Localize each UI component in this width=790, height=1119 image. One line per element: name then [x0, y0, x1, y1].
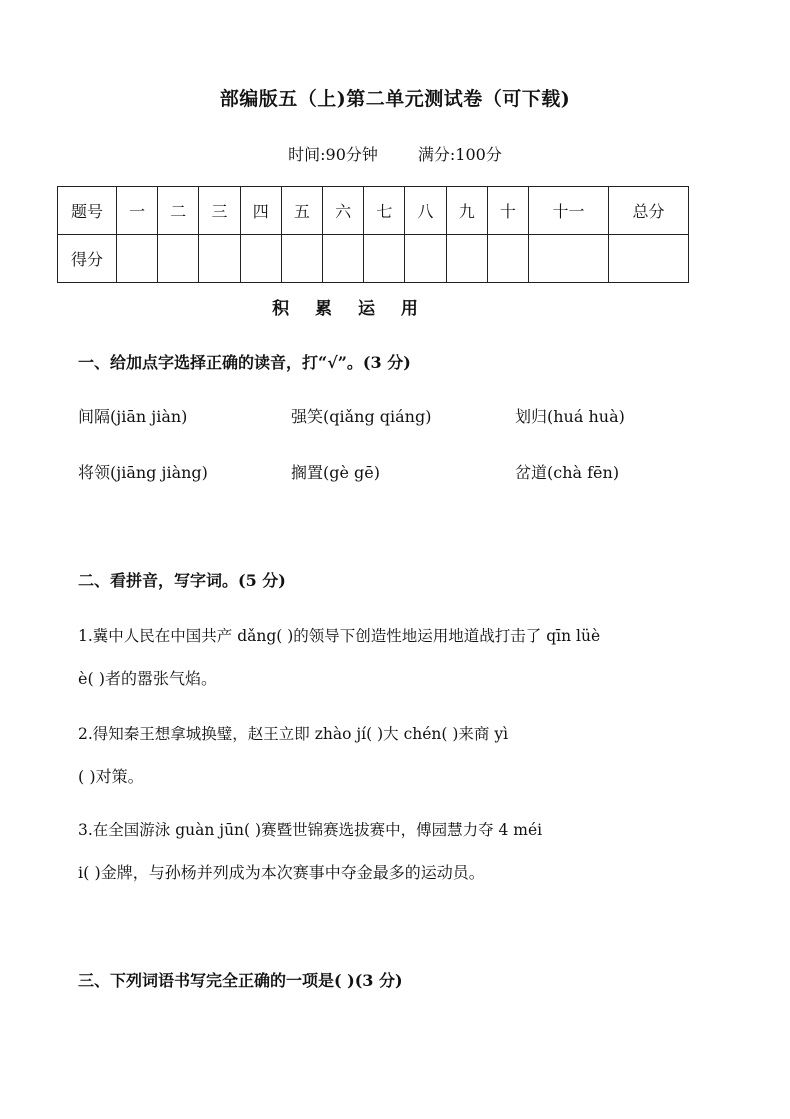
score-cell[interactable] — [405, 235, 446, 283]
column-header: 五 — [281, 187, 322, 235]
score-cell[interactable] — [158, 235, 199, 283]
column-header: 一 — [117, 187, 158, 235]
score-cell[interactable] — [364, 235, 405, 283]
column-header: 十一 — [529, 187, 609, 235]
section-title: 积 累 运 用 — [272, 299, 428, 319]
pinyin-option: 间隔(jiān jiàn) — [78, 407, 188, 426]
score-cell[interactable] — [446, 235, 487, 283]
score-cell[interactable] — [529, 235, 609, 283]
score-cell[interactable] — [199, 235, 240, 283]
score-cell[interactable] — [487, 235, 528, 283]
row-label-score: 得分 — [58, 235, 117, 283]
pinyin-option: 将领(jiāng jiàng) — [78, 463, 208, 482]
column-header: 四 — [240, 187, 281, 235]
question-2-heading: 二、看拼音，写字词。(5 分) — [78, 571, 286, 590]
score-cell[interactable] — [240, 235, 281, 283]
column-header: 七 — [364, 187, 405, 235]
pinyin-option: 划归(huá huà) — [515, 407, 625, 426]
column-header: 总分 — [608, 187, 688, 235]
pinyin-option: 岔道(chà fēn) — [515, 463, 620, 482]
score-cell[interactable] — [323, 235, 364, 283]
question-1-heading: 一、给加点字选择正确的读音，打“√”。(3 分) — [78, 353, 411, 372]
pinyin-option: 搁置(gè gē) — [291, 463, 380, 482]
question-2-line: 1.冀中人民在中国共产 dǎng( )的领导下创造性地运用地道战打击了 qīn lüè — [78, 627, 601, 645]
score-cell[interactable] — [608, 235, 688, 283]
question-2-line: ( )对策。 — [78, 767, 144, 786]
column-header: 三 — [199, 187, 240, 235]
question-3-heading: 三、下列词语书写完全正确的一项是( )(3 分) — [78, 971, 403, 990]
question-2-line: è( )者的嚣张气焰。 — [78, 669, 218, 688]
score-cell[interactable] — [117, 235, 158, 283]
column-header: 十 — [487, 187, 528, 235]
row-label-number: 题号 — [58, 187, 117, 235]
page-title: 部编版五（上)第二单元测试卷（可下载) — [219, 88, 571, 110]
column-header: 八 — [405, 187, 446, 235]
column-header: 六 — [323, 187, 364, 235]
score-cell[interactable] — [281, 235, 322, 283]
full-score: 满分:100分 — [417, 145, 502, 164]
column-header: 九 — [446, 187, 487, 235]
time-limit: 时间:90分钟 — [288, 145, 378, 164]
score-table-header-row — [58, 187, 689, 235]
score-table-score-row — [58, 235, 689, 283]
score-table — [57, 186, 689, 283]
pinyin-option: 强笑(qiǎng qiáng) — [291, 407, 432, 426]
question-2-line: 3.在全国游泳 guàn jūn( )赛暨世锦赛选拔赛中，傅园慧力夺 4 méi — [78, 821, 543, 839]
question-2-line: 2.得知秦王想拿城换璧，赵王立即 zhào jí( )大 chén( )来商 yì — [78, 725, 509, 743]
exam-meta — [0, 142, 790, 165]
column-header: 二 — [158, 187, 199, 235]
question-2-line: i( )金牌，与孙杨并列成为本次赛事中夺金最多的运动员。 — [78, 863, 485, 882]
